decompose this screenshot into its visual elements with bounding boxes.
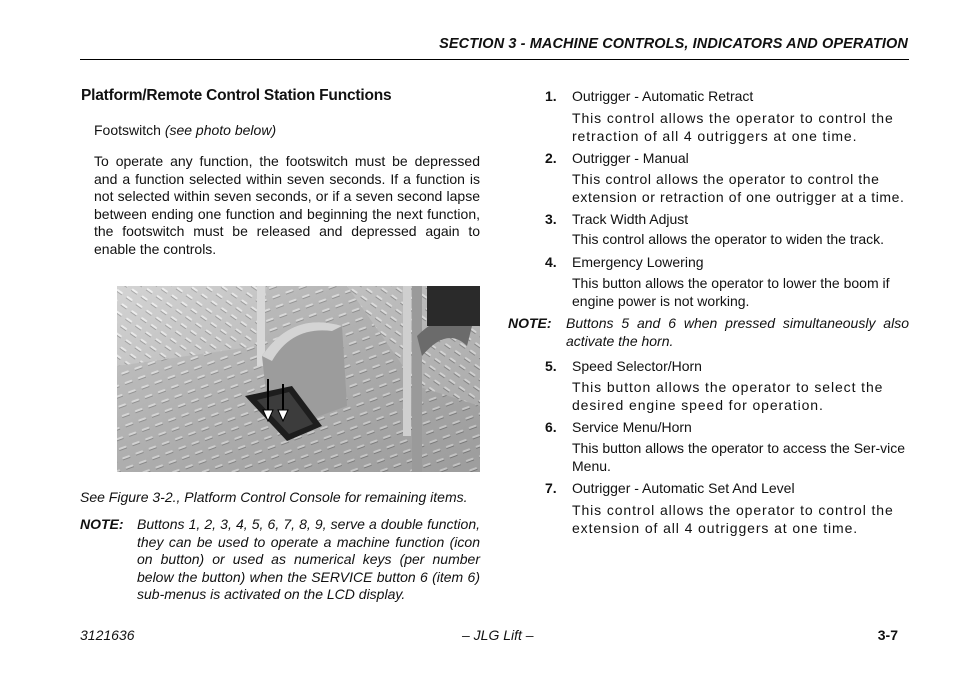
footswitch-paragraph: To operate any function, the footswitch must be depressed and a function selected within seven seconds. If a function is not selected within seven seconds, or if a seven second lapse between ending one function and beginning the next function, the footswitch must be released and depressed again to enable the controls. [94,153,480,257]
item-number: 4. [545,254,557,270]
item-number: 3. [545,211,557,227]
footswitch-note: (see photo below) [164,122,277,138]
note-text: Buttons 1, 2, 3, 4, 5, 6, 7, 8, 9, serve a double function, they can be used to operate a machine function (icon on button) or used as numerical keys (per number below the button) when the SERVICE button 6 (item 6) sub-menus is activated on the LCD display. [137,516,480,603]
item-number: 6. [545,419,557,435]
item-title: Outrigger - Manual [572,150,689,166]
item-title: Track Width Adjust [572,211,689,227]
item-description: This control allows the operator to control the extension of all 4 outriggers at one time. [572,502,894,536]
item-description: This button allows the operator to lower the boom if engine power is not working. [572,275,890,309]
note-text: Buttons 5 and 6 when pressed simultaneously also activate the horn. [566,315,909,349]
note-label: NOTE: [80,516,124,532]
item-title: Emergency Lowering [572,254,704,270]
item-number: 7. [545,480,557,496]
frame-post [412,286,422,472]
item-description: This button allows the operator to access the Ser-vice Menu. [572,440,906,474]
item-description: This control allows the operator to control the retraction of all 4 outriggers at one time. [572,110,894,144]
note-label: NOTE: [508,315,552,331]
item-title: Outrigger - Automatic Set And Level [572,480,795,496]
footer-center: – JLG Lift – [462,627,534,643]
item-title: Service Menu/Horn [572,419,692,435]
section-heading: Platform/Remote Control Station Functions [81,87,392,104]
footswitch-photo [117,286,480,472]
item-description: This control allows the operator to widen the track. [572,231,885,247]
section-header: SECTION 3 - MACHINE CONTROLS, INDICATORS AND OPERATION [439,36,908,52]
header-rule [80,59,909,60]
item-number: 2. [545,150,557,166]
item-title: Speed Selector/Horn [572,358,702,374]
doc-number: 3121636 [80,627,135,643]
item-title: Outrigger - Automatic Retract [572,88,754,104]
footswitch-label: Footswitch [94,122,161,138]
item-number: 5. [545,358,557,374]
item-number: 1. [545,88,557,104]
page-number: 3-7 [877,627,898,643]
footswitch-line [94,122,276,138]
item-description: This control allows the operator to control the extension or retraction of one outrigger at a time. [572,171,905,205]
see-figure-reference: See Figure 3-2., Platform Control Console for remaining items. [80,489,468,505]
item-description: This button allows the operator to select the desired engine speed for operation. [572,379,884,413]
